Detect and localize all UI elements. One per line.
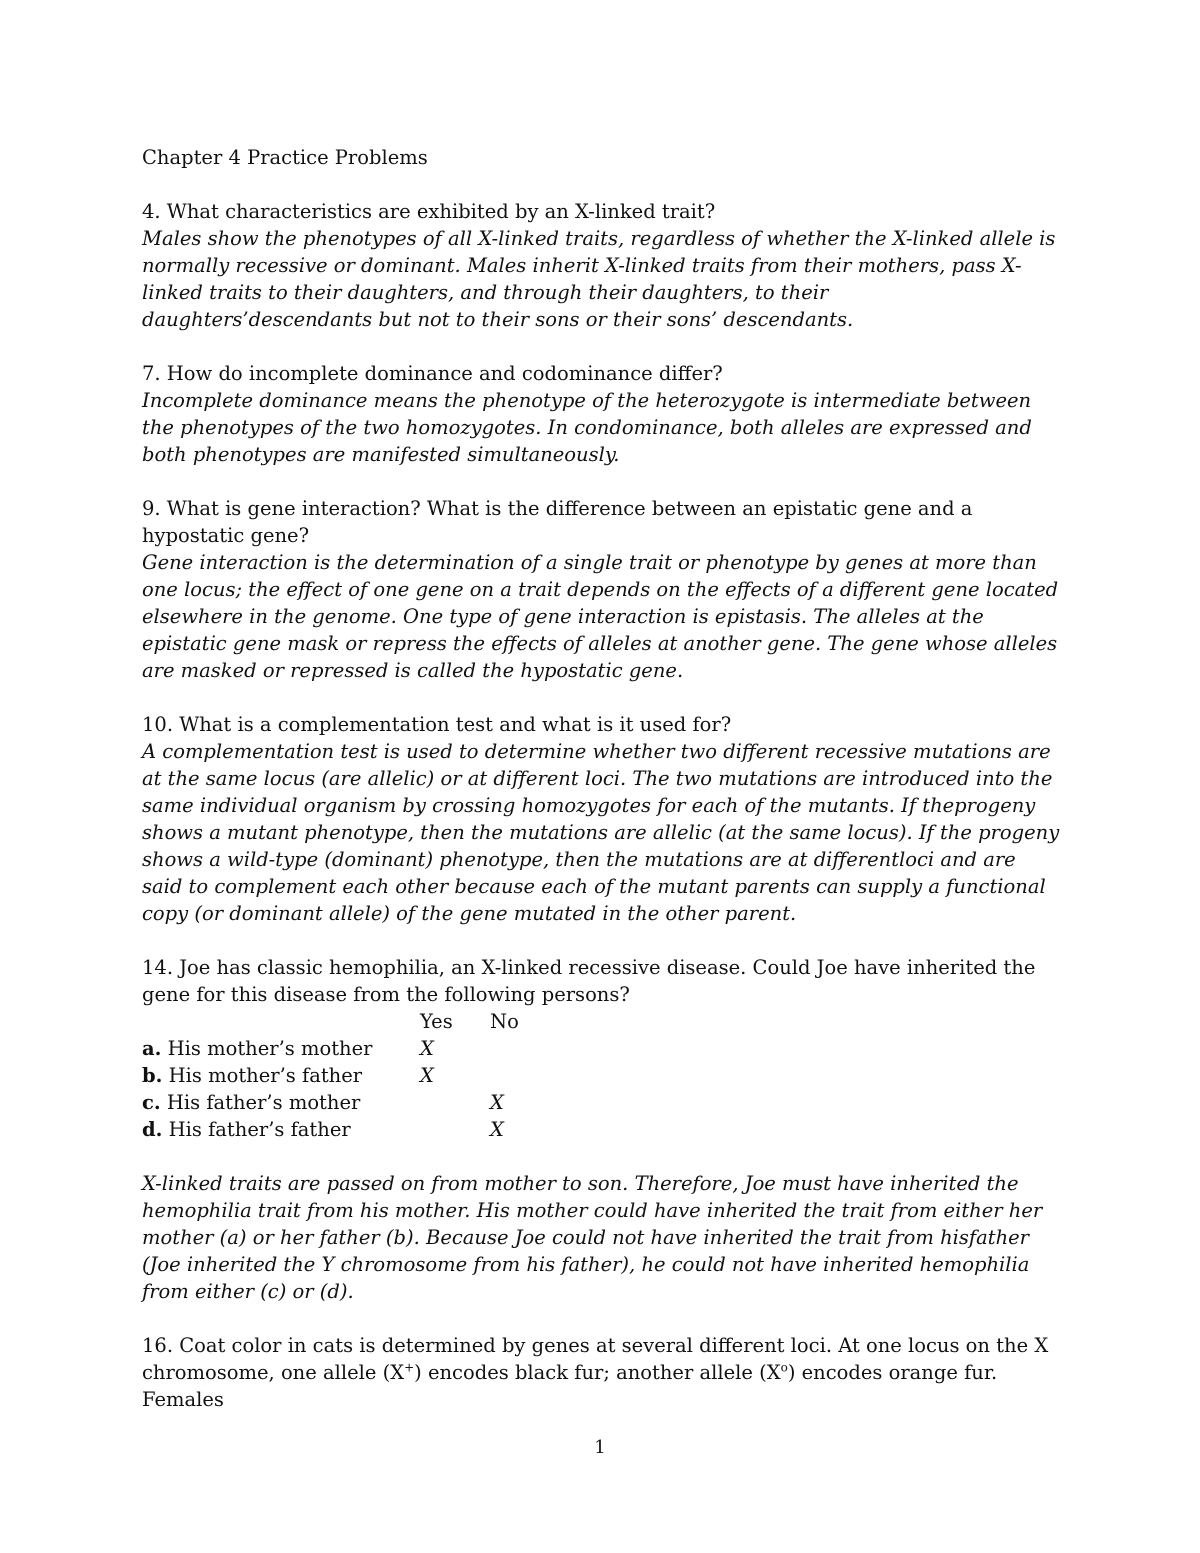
table-row (142, 1062, 570, 1089)
question-16: 16. Coat color in cats is determined by genes at several different loci. At one locus on the X chromosome, one allele (X+) encodes black fur; another allele $(X^o)$ encodes orange fur. Females (142, 1334, 1049, 1411)
option-text: His father’s mother (166, 1091, 361, 1114)
question-10-block (142, 711, 1062, 927)
yes-mark (420, 1089, 490, 1116)
table-row (142, 1116, 570, 1143)
question-9-block (142, 495, 1062, 684)
no-mark (490, 1062, 570, 1089)
question-4-block (142, 198, 1062, 333)
yes-mark: X (420, 1037, 434, 1060)
table-row (142, 1035, 570, 1062)
question-14: 14. Joe has classic hemophilia, an X-linked recessive disease. Could Joe have inherited the gene for this disease from the following persons? (142, 956, 1036, 1006)
no-mark: X (490, 1091, 504, 1114)
document-page (142, 144, 1062, 1440)
no-mark: X (490, 1118, 504, 1141)
superscript-o: o (780, 1360, 788, 1375)
question-10: 10. What is a complementation test and what is it used for? (142, 713, 732, 736)
option-letter: c. (142, 1091, 161, 1114)
question-9: 9. What is gene interaction? What is the difference between an epistatic gene and a hypostatic gene? (142, 497, 973, 547)
option-letter: b. (142, 1064, 163, 1087)
page-title: Chapter 4 Practice Problems (142, 146, 428, 169)
no-mark (490, 1035, 570, 1062)
answer-4: Males show the phenotypes of all X-linked traits, regardless of whether the X-linked allele is normally recessive or dominant. Males inherit X-linked traits from their mothers, pass X-linked traits to their daughters, and through their daughters, to their daughters’descendants but not to their sons or their sons’ descendants. (142, 227, 1056, 331)
no-header: No (490, 1010, 519, 1033)
option-letter: d. (142, 1118, 163, 1141)
question-7: 7. How do incomplete dominance and codominance differ? (142, 362, 723, 385)
yes-mark: X (420, 1064, 434, 1087)
option-text: His father’s father (168, 1118, 351, 1141)
answer-14: X-linked traits are passed on from mother to son. Therefore, Joe must have inherited the hemophilia trait from his mother. His mother could have inherited the trait from either her mother (a) or her father (b). Because Joe could not have inherited the trait from hisfather (Joe inherited the Y chromosome from his father), he could not have inherited hemophilia from either (c) or (d). (142, 1172, 1043, 1303)
table-row (142, 1089, 570, 1116)
inheritance-table (142, 1008, 570, 1143)
question-4: 4. What characteristics are exhibited by an X-linked trait? (142, 200, 716, 223)
option-letter: a. (142, 1037, 162, 1060)
answer-7: Incomplete dominance means the phenotype of the heterozygote is intermediate between the phenotypes of the two homozygotes. In condominance, both alleles are expressed and both phenotypes are manifested simultaneously. (142, 389, 1032, 466)
option-text: His mother’s father (168, 1064, 363, 1087)
table-header-row (142, 1008, 570, 1035)
answer-10: A complementation test is used to determine whether two different recessive mutations are at the same locus (are allelic) or at different loci. The two mutations are introduced into the same individual organism by crossing homozygotes for each of the mutants. If theprogeny shows a mutant phenotype, then the mutations are allelic (at the same locus). If the progeny shows a wild-type (dominant) phenotype, then the mutations are at differentloci and are said to complement each other because each of the mutant parents can supply a functional copy (or dominant allele) of the gene mutated in the other parent. (142, 740, 1060, 925)
yes-header: Yes (420, 1010, 453, 1033)
question-14-block (142, 954, 1062, 1305)
yes-mark (420, 1116, 490, 1143)
question-7-block (142, 360, 1062, 468)
page-number: 1 (594, 1437, 606, 1458)
question-16-block (142, 1332, 1062, 1413)
superscript-plus: + (404, 1360, 415, 1375)
answer-9: Gene interaction is the determination of a single trait or phenotype by genes at more than one locus; the effect of one gene on a trait depends on the effects of a different gene located elsewhere in the genome. One type of gene interaction is epistasis. The alleles at the epistatic gene mask or repress the effects of alleles at another gene. The gene whose alleles are masked or repressed is called the hypostatic gene. (142, 551, 1059, 682)
option-text: His mother’s mother (167, 1037, 373, 1060)
